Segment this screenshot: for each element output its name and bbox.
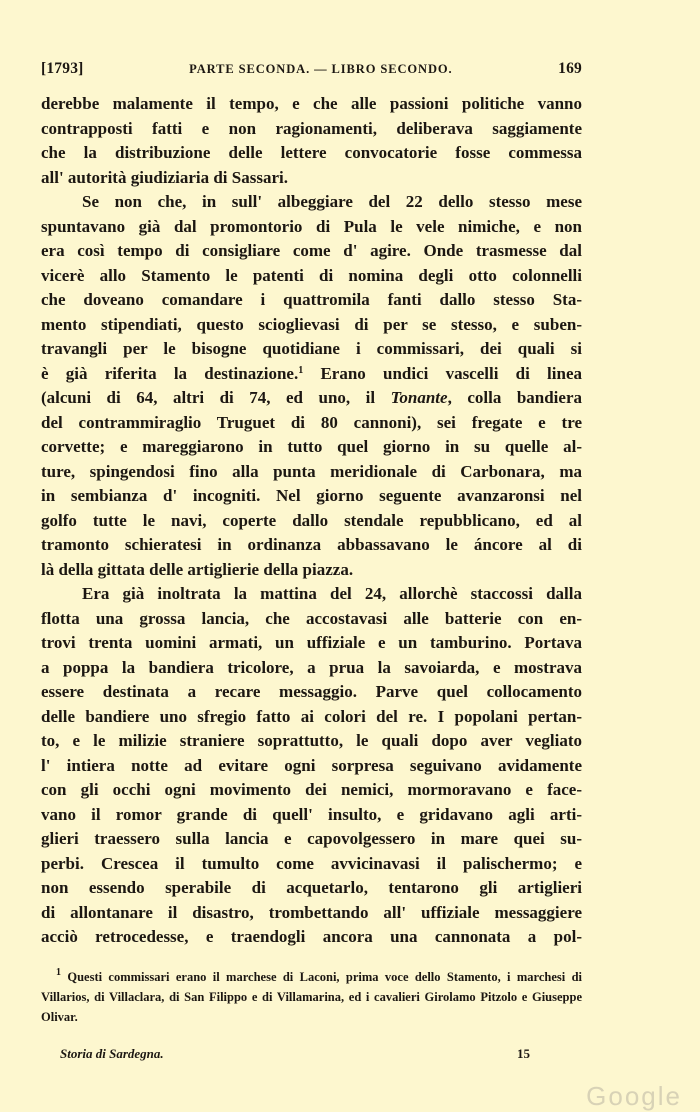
- text-line: con gli occhi ogni movimento dei nemici, mormoravano e face-: [41, 780, 582, 799]
- text-line: perbi. Crescea il tumulto come avvicinavasi il palischermo; e: [41, 853, 582, 873]
- paragraph-3: [41, 582, 582, 950]
- text-line: non essendo sperabile di acquetarlo, tentarono gli artiglieri: [41, 878, 582, 897]
- text-line: spuntavano già dal promontorio di Pula le vele nimiche, e non: [41, 216, 582, 236]
- text-line: Era già inoltrata la mattina del 24, allorchè staccossi dalla: [82, 584, 582, 603]
- text-line: Se non che, in sull' albeggiare del 22 dello stesso mese: [82, 192, 582, 211]
- text-line: flotta una grossa lancia, che accostavasi alle batterie con en-: [41, 608, 582, 628]
- text-line: delle bandiere uno sfregio fatto ai colori del re. I popolani pertan-: [41, 706, 582, 726]
- text-line: là della gittata delle artiglierie della piazza.: [41, 559, 354, 579]
- text-line: mento stipendiati, questo scioglievasi di per se stesso, e suben-: [41, 314, 582, 334]
- text-line: essere destinata a recare messaggio. Parve quel collocamento: [41, 682, 582, 701]
- ship-name: Tonante: [390, 388, 448, 407]
- page-footer: [60, 1046, 530, 1062]
- page-header: [41, 60, 582, 78]
- body-text: [41, 92, 582, 950]
- text-line: contrapposti fatti e non ragionamenti, deliberava saggiamente: [41, 118, 582, 138]
- text-line: corvette; e mareggiarono in tutto quel giorno in su quelle al-: [41, 437, 582, 456]
- footnote-marker: 1: [56, 966, 61, 978]
- text-line: in sembianza d' incogniti. Nel giorno seguente avanzaronsi nel: [41, 486, 582, 505]
- text-line: del contrammiraglio Truguet di 80 cannoni), sei fregate e tre: [41, 412, 582, 432]
- ship-line-start: (alcuni di 64, altri di 74, ed uno, il: [41, 388, 391, 407]
- footer-signature: 15: [517, 1046, 530, 1061]
- text-line: all' autorità giudiziaria di Sassari.: [41, 167, 288, 187]
- text-line: golfo tutte le navi, coperte dallo stendale repubblicano, ed al: [41, 510, 582, 530]
- text-line: acciò retrocedesse, e traendogli ancora una cannonata a pol-: [41, 927, 582, 946]
- note-line-start: è già riferita la destinazione.: [41, 363, 299, 383]
- text-line: to, e le milizie straniere soprattutto, le quali dopo aver vegliato: [41, 731, 582, 750]
- header-year: [1793]: [41, 60, 84, 77]
- page-number: 169: [558, 60, 582, 77]
- text-line: vicerè allo Stamento le patenti di nomina degli otto colonnelli: [41, 265, 582, 285]
- running-title: PARTE SECONDA. — LIBRO SECONDO.: [189, 62, 453, 76]
- note-line-end: Erano undici vascelli di linea: [303, 363, 582, 383]
- text-line-with-note: [41, 362, 582, 387]
- text-line: tramonto schieratesi in ordinanza abbassavano le áncore al di: [41, 535, 582, 554]
- footer-book-title: Storia di Sardegna.: [60, 1046, 164, 1061]
- watermark-logo: Google: [586, 1081, 682, 1111]
- text-line: che la distribuzione delle lettere convocatorie fosse commessa: [41, 143, 582, 162]
- text-line: ture, spingendosi fino alla punta meridionale di Carbonara, ma: [41, 461, 582, 481]
- text-line: a poppa la bandiera tricolore, a prua la savoiarda, e mostrava: [41, 657, 582, 677]
- text-line: che doveano comandare i quattromila fanti dallo stesso Sta-: [41, 290, 582, 309]
- text-line: di allontanare il disastro, trombettando all' uffiziale messaggiere: [41, 902, 582, 922]
- text-line: travangli per le bisogne quotidiane i commissari, dei quali si: [41, 339, 582, 358]
- text-line-with-ship: [41, 386, 582, 411]
- paragraph-1: [41, 92, 582, 190]
- footnote-text: Questi commissari erano il marchese di Laconi, prima voce dello Stamento, i marchesi di Villarios, di Villaclara, di San Filippo e di Villamarina, ed i cavalieri Girolamo Pitzolo e Giuseppe Olivar.: [41, 969, 583, 1024]
- text-line: glieri traessero sulla lancia e capovolgessero in mare quei su-: [41, 829, 582, 848]
- text-line: l' intiera notte ad evitare ogni sorpresa seguivano avidamente: [41, 755, 582, 775]
- text-line: vano il romor grande di quell' insulto, e gridavano agli arti-: [41, 804, 582, 824]
- footnotes: [41, 967, 582, 1027]
- footnote: [41, 967, 582, 1027]
- ship-line-end: , colla bandiera: [447, 388, 582, 407]
- text-line: derebbe malamente il tempo, e che alle passioni politiche vanno: [41, 94, 582, 113]
- paragraph-2: [41, 190, 582, 582]
- book-page: [41, 60, 582, 1027]
- text-line: era così tempo di consigliare come d' agire. Onde trasmesse dal: [41, 241, 582, 260]
- footnote-reference[interactable]: 1: [298, 364, 304, 376]
- text-line: trovi trenta uomini armati, un uffiziale e un tamburino. Portava: [41, 633, 582, 652]
